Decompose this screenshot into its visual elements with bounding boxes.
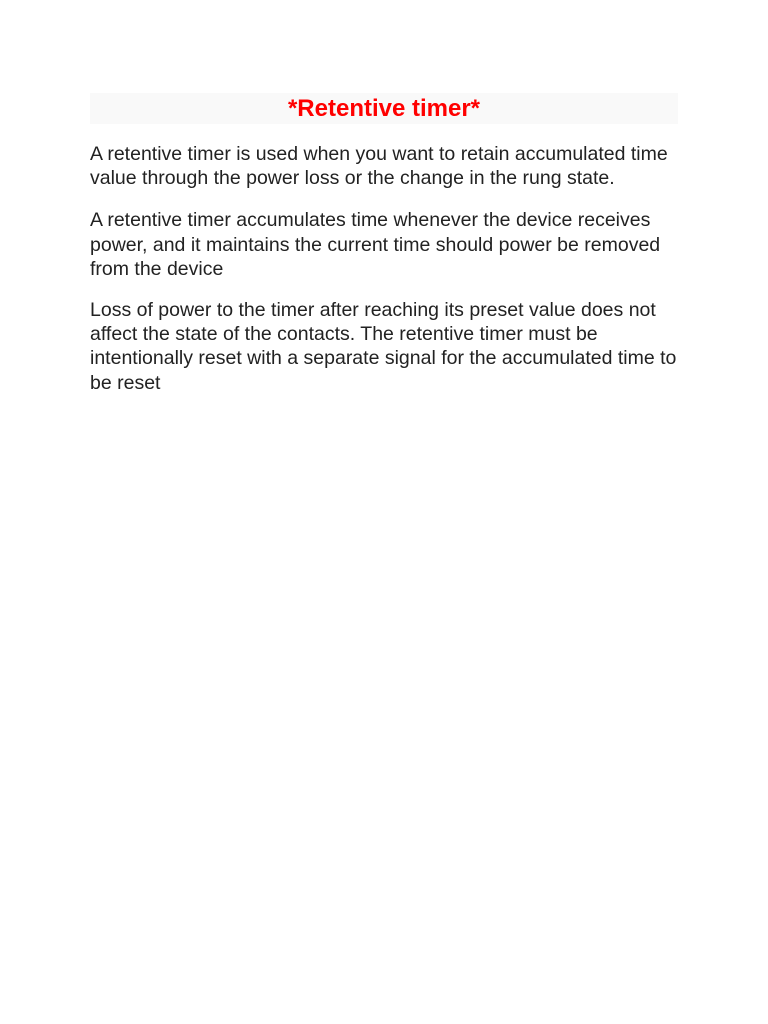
- paragraph-reset: Loss of power to the timer after reaching its preset value does not affect the state of the contacts. The retentive timer must be intentionally reset with a separate signal for the accumulated time to be reset: [90, 299, 677, 394]
- paragraph-accumulation: A retentive timer accumulates time whenever the device receives power, and it maintains the current time should power be removed from the device: [90, 209, 661, 280]
- title-bar: [90, 93, 678, 124]
- page-title: *Retentive timer*: [287, 95, 481, 122]
- paragraph-definition: A retentive timer is used when you want to retain accumulated time value through the power loss or the change in the rung state.: [90, 143, 668, 190]
- document-page: [90, 93, 678, 395]
